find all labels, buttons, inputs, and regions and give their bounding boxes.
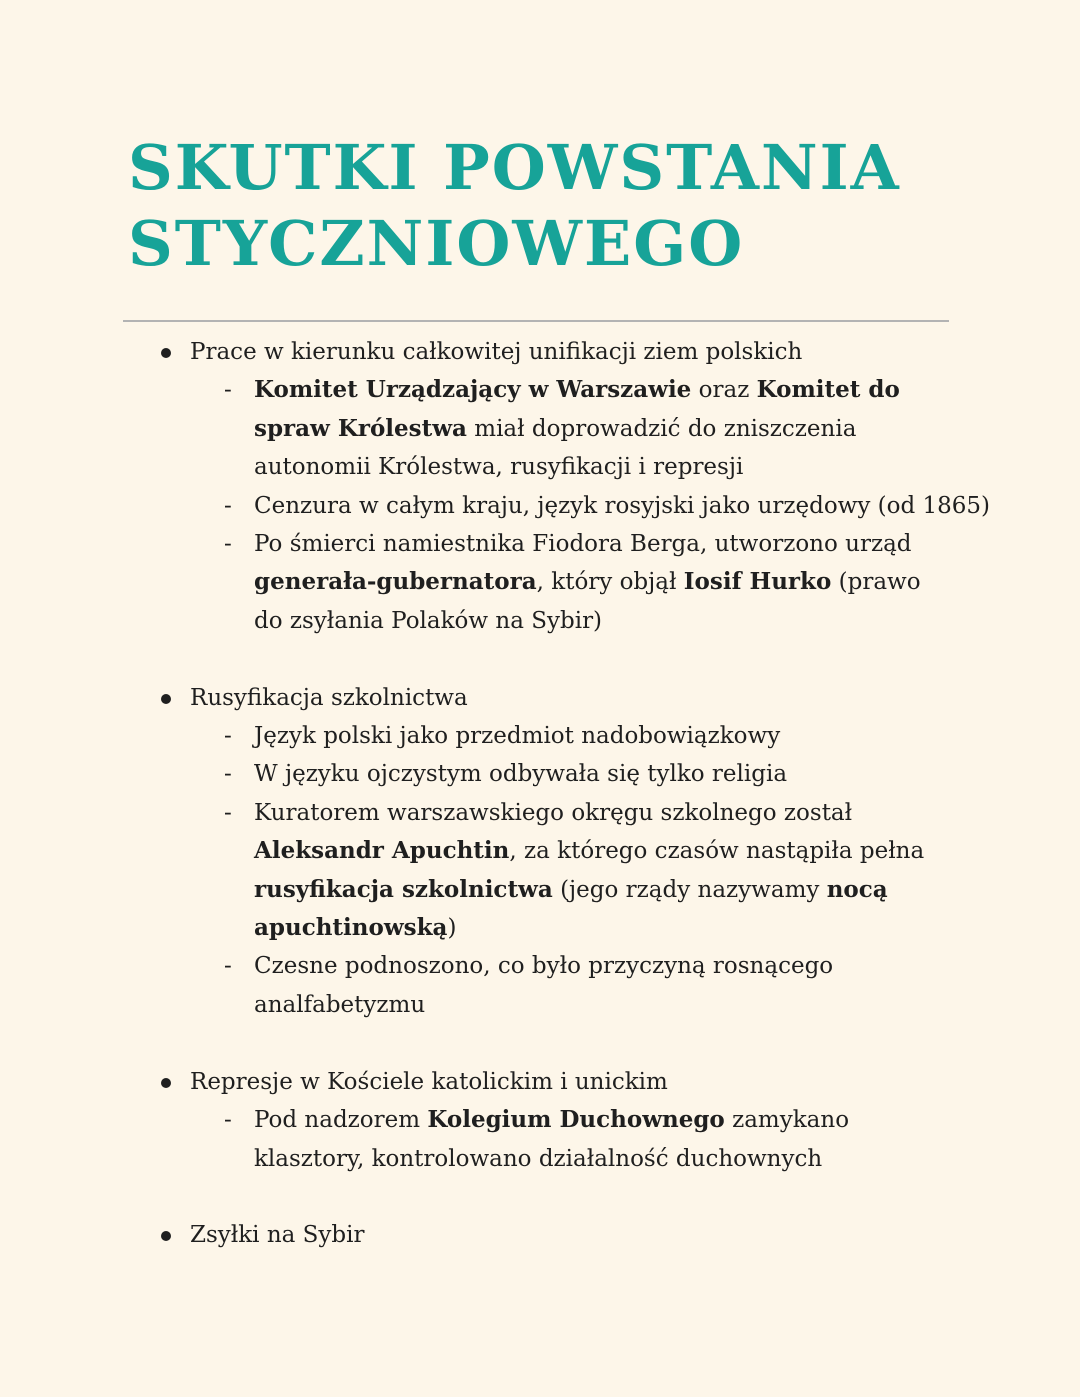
section-unification xyxy=(0,333,1080,640)
page-title xyxy=(128,130,901,282)
bullet-heading: Rusyfikacja szkolnictwa xyxy=(0,679,1080,717)
sub-list xyxy=(0,371,1080,640)
list-item: - Po śmierci namiestnika Fiodora Berga, utworzono urząd generała-gubernatora, który objął Iosif Hurko (prawo do zsyłania Polaków na Sybir) xyxy=(0,525,954,640)
bullet-heading: Prace w kierunku całkowitej unifikacji ziem polskich xyxy=(0,333,1080,371)
bold-term: rusyfikacja szkolnictwa xyxy=(254,875,553,903)
notes-content xyxy=(0,333,1080,1255)
section-exile xyxy=(0,1216,1080,1254)
list-item: - Komitet Urządzający w Warszawie oraz Komitet do spraw Królestwa miał doprowadzić do zniszczenia autonomii Królestwa, rusyfikacji i represji xyxy=(0,371,954,486)
sub-list xyxy=(0,717,1080,1024)
bullet-heading: Zsyłki na Sybir xyxy=(0,1216,1080,1254)
list-item: - Kuratorem warszawskiego okręgu szkolnego został Aleksandr Apuchtin, za którego czasów nastąpiła pełna rusyfikacja szkolnictwa (jego rządy nazywamy nocą apuchtinowską) xyxy=(0,794,954,948)
bold-term: generała-gubernatora xyxy=(254,568,537,596)
list-item: - Pod nadzorem Kolegium Duchownego zamykano klasztory, kontrolowano działalność duchownych xyxy=(0,1101,954,1178)
bold-term: Aleksandr Apuchtin xyxy=(254,837,510,865)
page-title-line-2: STYCZNIOWEGO xyxy=(128,207,745,280)
list-item: - Cenzura w całym kraju, język rosyjski jako urzędowy (od 1865) xyxy=(0,487,1080,525)
page-title-line-1: SKUTKI POWSTANIA xyxy=(128,131,901,204)
bold-term: Kolegium Duchownego xyxy=(427,1106,725,1134)
sub-list xyxy=(0,1101,1080,1178)
bold-term: Iosif Hurko xyxy=(683,568,832,596)
bold-term: Komitet do spraw Królestwa xyxy=(254,376,900,442)
title-divider xyxy=(123,320,949,322)
bullet-heading: Represje w Kościele katolickim i unickim xyxy=(0,1063,1080,1101)
bold-term: nocą apuchtinowską xyxy=(254,875,888,942)
list-item: - Język polski jako przedmiot nadobowiązkowy xyxy=(0,717,1080,755)
bold-term: Komitet Urządzający w Warszawie xyxy=(254,376,692,404)
section-church-repression xyxy=(0,1063,1080,1178)
list-item: - W języku ojczystym odbywała się tylko religia xyxy=(0,755,1080,793)
section-school-russification xyxy=(0,679,1080,1025)
list-item: - Czesne podnoszono, co było przyczyną rosnącego analfabetyzmu xyxy=(0,947,954,1024)
